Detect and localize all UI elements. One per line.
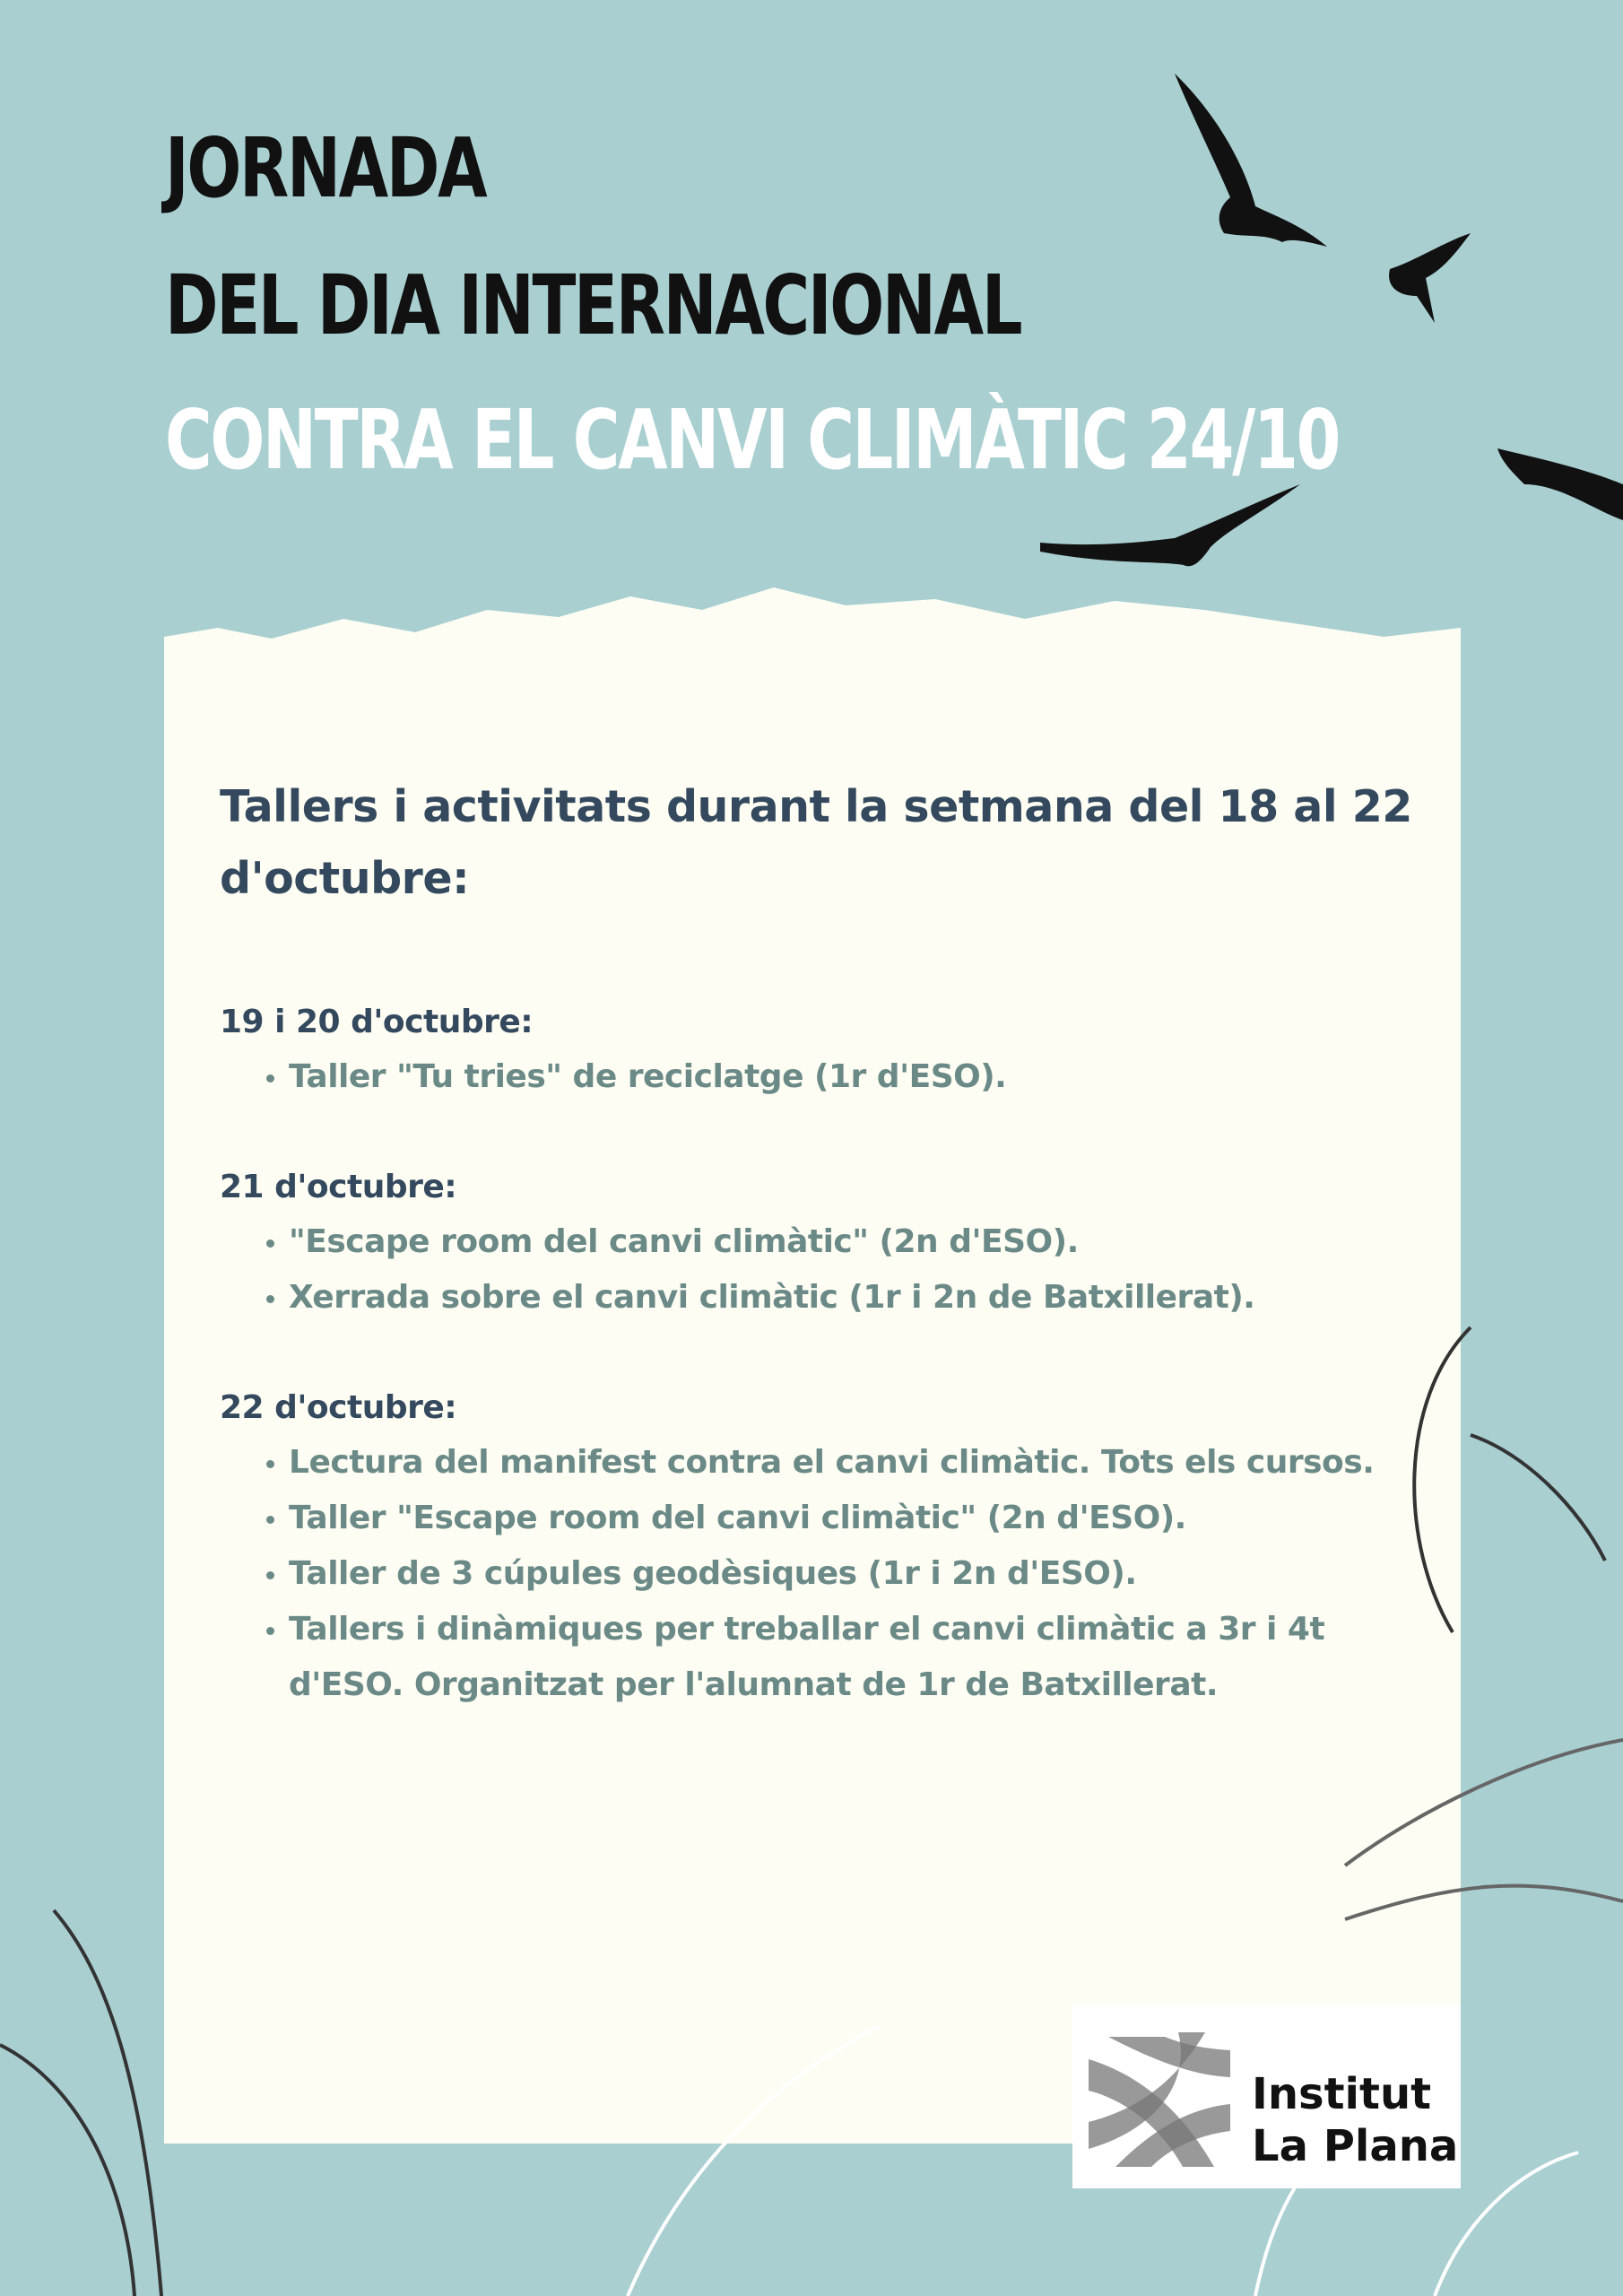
title-line-3: CONTRA EL CANVI CLIMÀTIC 24/10 <box>165 392 1340 488</box>
title-line-2: DEL DIA INTERNACIONAL <box>165 257 1021 353</box>
logo-text <box>1252 2068 1458 2172</box>
list-item: • Taller de 3 cúpules geodèsiques (1r i 2n d'ESO). <box>289 1546 1412 1602</box>
card-heading: Tallers i activitats durant la setmana del 18 al 22 d'octubre: <box>220 781 1412 904</box>
list-item: • Tallers i dinàmiques per treballar el canvi climàtic a 3r i 4t d'ESO. Organitzat per l'alumnat de 1r de Batxillerat. <box>289 1602 1412 1713</box>
section-21-oct <box>220 1161 1412 1326</box>
list-item: • "Escape room del canvi climàtic" (2n d'ESO). <box>289 1214 1412 1270</box>
section-22-oct <box>220 1381 1412 1713</box>
section-title: 19 i 20 d'octubre: <box>220 1004 534 1040</box>
card-content <box>220 771 1412 1769</box>
list-item: • Lectura del manifest contra el canvi climàtic. Tots els cursos. <box>289 1435 1412 1491</box>
list-item: • Taller "Escape room del canvi climàtic" (2n d'ESO). <box>289 1491 1412 1546</box>
section-19-20-oct <box>220 996 1412 1105</box>
logo-mark-icon <box>1089 2023 1232 2167</box>
section-title: 22 d'octubre: <box>220 1389 457 1426</box>
list-item: • Taller "Tu tries" de reciclatge (1r d'ESO). <box>289 1049 1412 1105</box>
logo-line-2: La Plana <box>1252 2121 1459 2171</box>
section-title: 21 d'octubre: <box>220 1169 457 1205</box>
list-item: • Xerrada sobre el canvi climàtic (1r i 2n de Batxillerat). <box>289 1270 1412 1326</box>
title-line-1: JORNADA <box>165 120 486 216</box>
logo-line-1: Institut <box>1252 2069 1432 2119</box>
institut-la-plana-logo <box>1072 2005 1461 2188</box>
birds-icon <box>1022 63 1623 583</box>
